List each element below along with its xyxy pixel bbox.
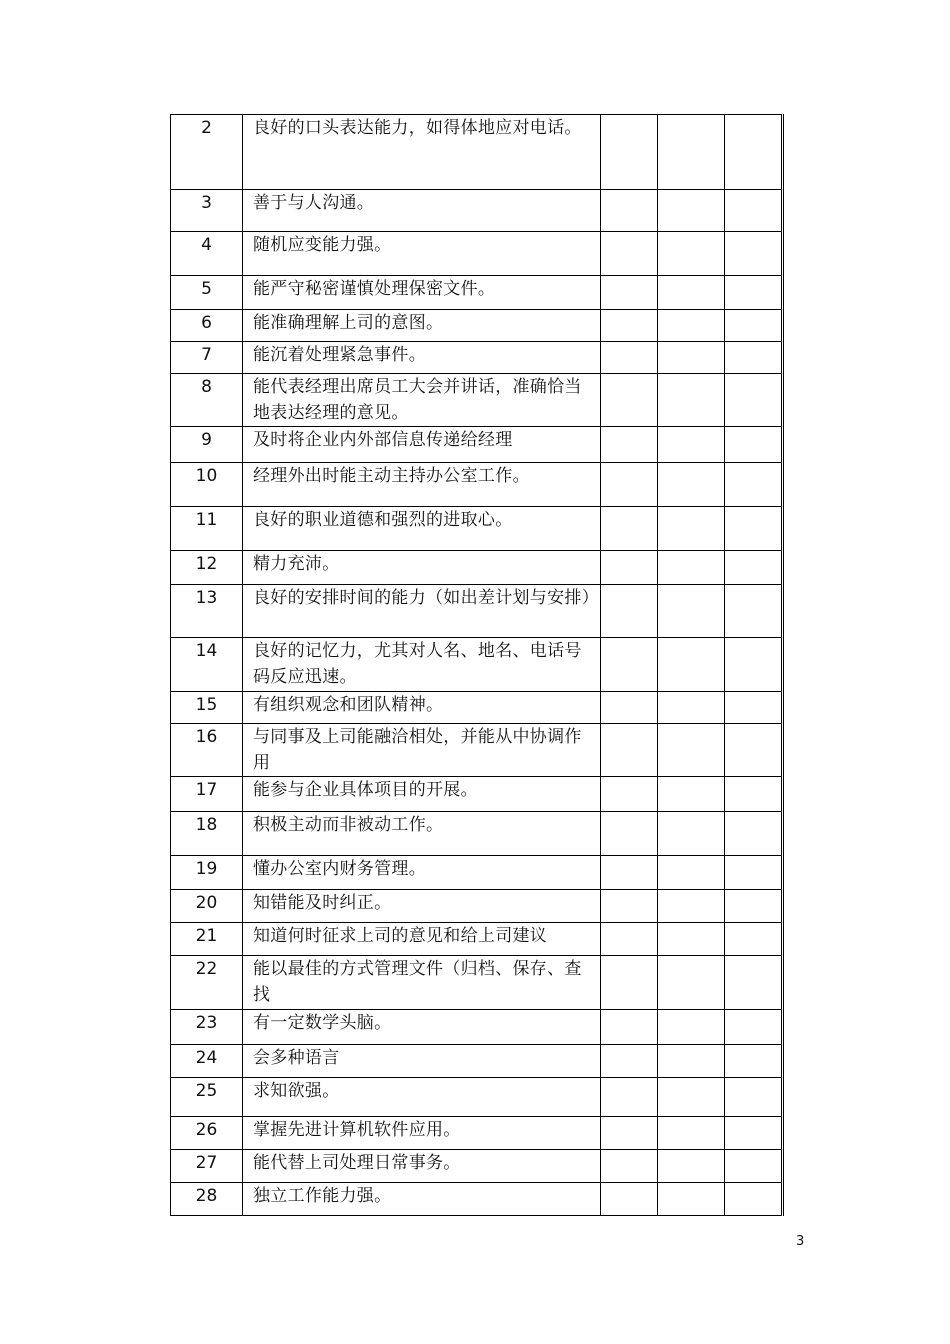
table-row bbox=[171, 1010, 783, 1045]
rating-cell bbox=[725, 777, 783, 812]
row-description: 及时将企业内外部信息传递给经理 bbox=[243, 427, 601, 463]
rating-cell bbox=[725, 232, 783, 276]
row-description: 知道何时征求上司的意见和给上司建议 bbox=[243, 923, 601, 956]
rating-cell bbox=[658, 923, 725, 956]
table-row bbox=[171, 427, 783, 463]
rating-cell bbox=[725, 692, 783, 724]
rating-cell bbox=[658, 856, 725, 890]
rating-cell bbox=[601, 374, 658, 427]
row-description: 能以最佳的方式管理文件（归档、保存、查找 bbox=[243, 956, 601, 1010]
rating-cell bbox=[725, 276, 783, 310]
table-row bbox=[171, 890, 783, 923]
row-description: 懂办公室内财务管理。 bbox=[243, 856, 601, 890]
rating-cell bbox=[658, 890, 725, 923]
rating-cell bbox=[601, 724, 658, 777]
row-number: 12 bbox=[171, 551, 243, 585]
row-number: 21 bbox=[171, 923, 243, 956]
rating-cell bbox=[601, 507, 658, 551]
row-number: 26 bbox=[171, 1117, 243, 1150]
rating-cell bbox=[658, 374, 725, 427]
rating-cell bbox=[658, 276, 725, 310]
rating-cell bbox=[725, 890, 783, 923]
rating-cell bbox=[601, 1183, 658, 1216]
rating-cell bbox=[658, 115, 725, 190]
rating-cell bbox=[601, 232, 658, 276]
table-row bbox=[171, 115, 783, 190]
table-row bbox=[171, 724, 783, 777]
row-number: 19 bbox=[171, 856, 243, 890]
row-number: 2 bbox=[171, 115, 243, 190]
row-number: 20 bbox=[171, 890, 243, 923]
table-row bbox=[171, 638, 783, 692]
row-description: 经理外出时能主动主持办公室工作。 bbox=[243, 463, 601, 507]
rating-cell bbox=[725, 1150, 783, 1183]
requirements-table bbox=[170, 114, 784, 1216]
rating-cell bbox=[725, 427, 783, 463]
rating-cell bbox=[601, 856, 658, 890]
row-description: 积极主动而非被动工作。 bbox=[243, 812, 601, 856]
rating-cell bbox=[601, 115, 658, 190]
row-description: 掌握先进计算机软件应用。 bbox=[243, 1117, 601, 1150]
rating-cell bbox=[725, 956, 783, 1010]
row-number: 24 bbox=[171, 1045, 243, 1078]
rating-cell bbox=[601, 1045, 658, 1078]
table-row bbox=[171, 1045, 783, 1078]
row-description: 独立工作能力强。 bbox=[243, 1183, 601, 1216]
row-number: 28 bbox=[171, 1183, 243, 1216]
table-row bbox=[171, 777, 783, 812]
table-row bbox=[171, 507, 783, 551]
rating-cell bbox=[601, 463, 658, 507]
rating-cell bbox=[658, 812, 725, 856]
table-row bbox=[171, 342, 783, 374]
rating-cell bbox=[725, 551, 783, 585]
requirements-table-body bbox=[171, 115, 783, 1216]
rating-cell bbox=[658, 638, 725, 692]
row-number: 4 bbox=[171, 232, 243, 276]
rating-cell bbox=[725, 1117, 783, 1150]
rating-cell bbox=[601, 1078, 658, 1117]
row-number: 6 bbox=[171, 310, 243, 342]
row-description: 随机应变能力强。 bbox=[243, 232, 601, 276]
row-number: 5 bbox=[171, 276, 243, 310]
rating-cell bbox=[658, 724, 725, 777]
row-description: 能沉着处理紧急事件。 bbox=[243, 342, 601, 374]
page-number: 3 bbox=[796, 1234, 805, 1249]
table-row bbox=[171, 923, 783, 956]
table-row bbox=[171, 1183, 783, 1216]
table-row bbox=[171, 1117, 783, 1150]
rating-cell bbox=[601, 551, 658, 585]
rating-cell bbox=[601, 692, 658, 724]
row-description: 与同事及上司能融洽相处，并能从中协调作用 bbox=[243, 724, 601, 777]
rating-cell bbox=[725, 812, 783, 856]
row-description: 能代替上司处理日常事务。 bbox=[243, 1150, 601, 1183]
rating-cell bbox=[725, 115, 783, 190]
rating-cell bbox=[601, 310, 658, 342]
rating-cell bbox=[725, 585, 783, 638]
rating-cell bbox=[601, 1117, 658, 1150]
row-description: 良好的安排时间的能力（如出差计划与安排） bbox=[243, 585, 601, 638]
row-description: 良好的口头表达能力，如得体地应对电话。 bbox=[243, 115, 601, 190]
rating-cell bbox=[658, 463, 725, 507]
rating-cell bbox=[725, 638, 783, 692]
rating-cell bbox=[725, 1010, 783, 1045]
rating-cell bbox=[601, 812, 658, 856]
row-number: 18 bbox=[171, 812, 243, 856]
table-row bbox=[171, 374, 783, 427]
rating-cell bbox=[725, 374, 783, 427]
table-row bbox=[171, 812, 783, 856]
rating-cell bbox=[725, 310, 783, 342]
rating-cell bbox=[601, 1150, 658, 1183]
row-description: 知错能及时纠正。 bbox=[243, 890, 601, 923]
row-number: 13 bbox=[171, 585, 243, 638]
table-row bbox=[171, 463, 783, 507]
rating-cell bbox=[658, 956, 725, 1010]
row-number: 25 bbox=[171, 1078, 243, 1117]
rating-cell bbox=[658, 342, 725, 374]
row-number: 10 bbox=[171, 463, 243, 507]
table-row bbox=[171, 190, 783, 232]
row-description: 能参与企业具体项目的开展。 bbox=[243, 777, 601, 812]
rating-cell bbox=[658, 1117, 725, 1150]
rating-cell bbox=[601, 585, 658, 638]
rating-cell bbox=[658, 190, 725, 232]
row-description: 良好的记忆力，尤其对人名、地名、电话号码反应迅速。 bbox=[243, 638, 601, 692]
rating-cell bbox=[658, 777, 725, 812]
rating-cell bbox=[601, 190, 658, 232]
row-number: 23 bbox=[171, 1010, 243, 1045]
row-description: 求知欲强。 bbox=[243, 1078, 601, 1117]
rating-cell bbox=[601, 1010, 658, 1045]
row-number: 7 bbox=[171, 342, 243, 374]
rating-cell bbox=[658, 1150, 725, 1183]
row-number: 14 bbox=[171, 638, 243, 692]
rating-cell bbox=[725, 1078, 783, 1117]
rating-cell bbox=[658, 1078, 725, 1117]
row-number: 22 bbox=[171, 956, 243, 1010]
rating-cell bbox=[658, 1045, 725, 1078]
rating-cell bbox=[658, 1183, 725, 1216]
rating-cell bbox=[725, 507, 783, 551]
rating-cell bbox=[725, 724, 783, 777]
row-description: 精力充沛。 bbox=[243, 551, 601, 585]
rating-cell bbox=[725, 190, 783, 232]
rating-cell bbox=[601, 923, 658, 956]
rating-cell bbox=[658, 310, 725, 342]
row-number: 17 bbox=[171, 777, 243, 812]
rating-cell bbox=[601, 342, 658, 374]
rating-cell bbox=[658, 551, 725, 585]
rating-cell bbox=[601, 638, 658, 692]
table-row bbox=[171, 1078, 783, 1117]
row-number: 3 bbox=[171, 190, 243, 232]
table-row bbox=[171, 856, 783, 890]
row-description: 有组织观念和团队精神。 bbox=[243, 692, 601, 724]
rating-cell bbox=[658, 427, 725, 463]
rating-cell bbox=[601, 956, 658, 1010]
row-number: 27 bbox=[171, 1150, 243, 1183]
rating-cell bbox=[658, 232, 725, 276]
row-description: 能代表经理出席员工大会并讲话，准确恰当地表达经理的意见。 bbox=[243, 374, 601, 427]
row-number: 11 bbox=[171, 507, 243, 551]
row-number: 15 bbox=[171, 692, 243, 724]
row-number: 9 bbox=[171, 427, 243, 463]
rating-cell bbox=[601, 777, 658, 812]
table-row bbox=[171, 551, 783, 585]
table-row bbox=[171, 956, 783, 1010]
rating-cell bbox=[658, 692, 725, 724]
row-number: 8 bbox=[171, 374, 243, 427]
row-description: 良好的职业道德和强烈的进取心。 bbox=[243, 507, 601, 551]
rating-cell bbox=[725, 463, 783, 507]
table-row bbox=[171, 585, 783, 638]
rating-cell bbox=[725, 923, 783, 956]
table-row bbox=[171, 310, 783, 342]
rating-cell bbox=[725, 1045, 783, 1078]
rating-cell bbox=[658, 1010, 725, 1045]
row-description: 能严守秘密谨慎处理保密文件。 bbox=[243, 276, 601, 310]
rating-cell bbox=[658, 585, 725, 638]
rating-cell bbox=[601, 276, 658, 310]
rating-cell bbox=[725, 1183, 783, 1216]
row-description: 会多种语言 bbox=[243, 1045, 601, 1078]
table-row bbox=[171, 692, 783, 724]
rating-cell bbox=[601, 427, 658, 463]
rating-cell bbox=[725, 342, 783, 374]
row-description: 能准确理解上司的意图。 bbox=[243, 310, 601, 342]
row-description: 有一定数学头脑。 bbox=[243, 1010, 601, 1045]
rating-cell bbox=[725, 856, 783, 890]
table-row bbox=[171, 276, 783, 310]
table-row bbox=[171, 232, 783, 276]
table-row bbox=[171, 1150, 783, 1183]
rating-cell bbox=[658, 507, 725, 551]
rating-cell bbox=[601, 890, 658, 923]
row-description: 善于与人沟通。 bbox=[243, 190, 601, 232]
row-number: 16 bbox=[171, 724, 243, 777]
